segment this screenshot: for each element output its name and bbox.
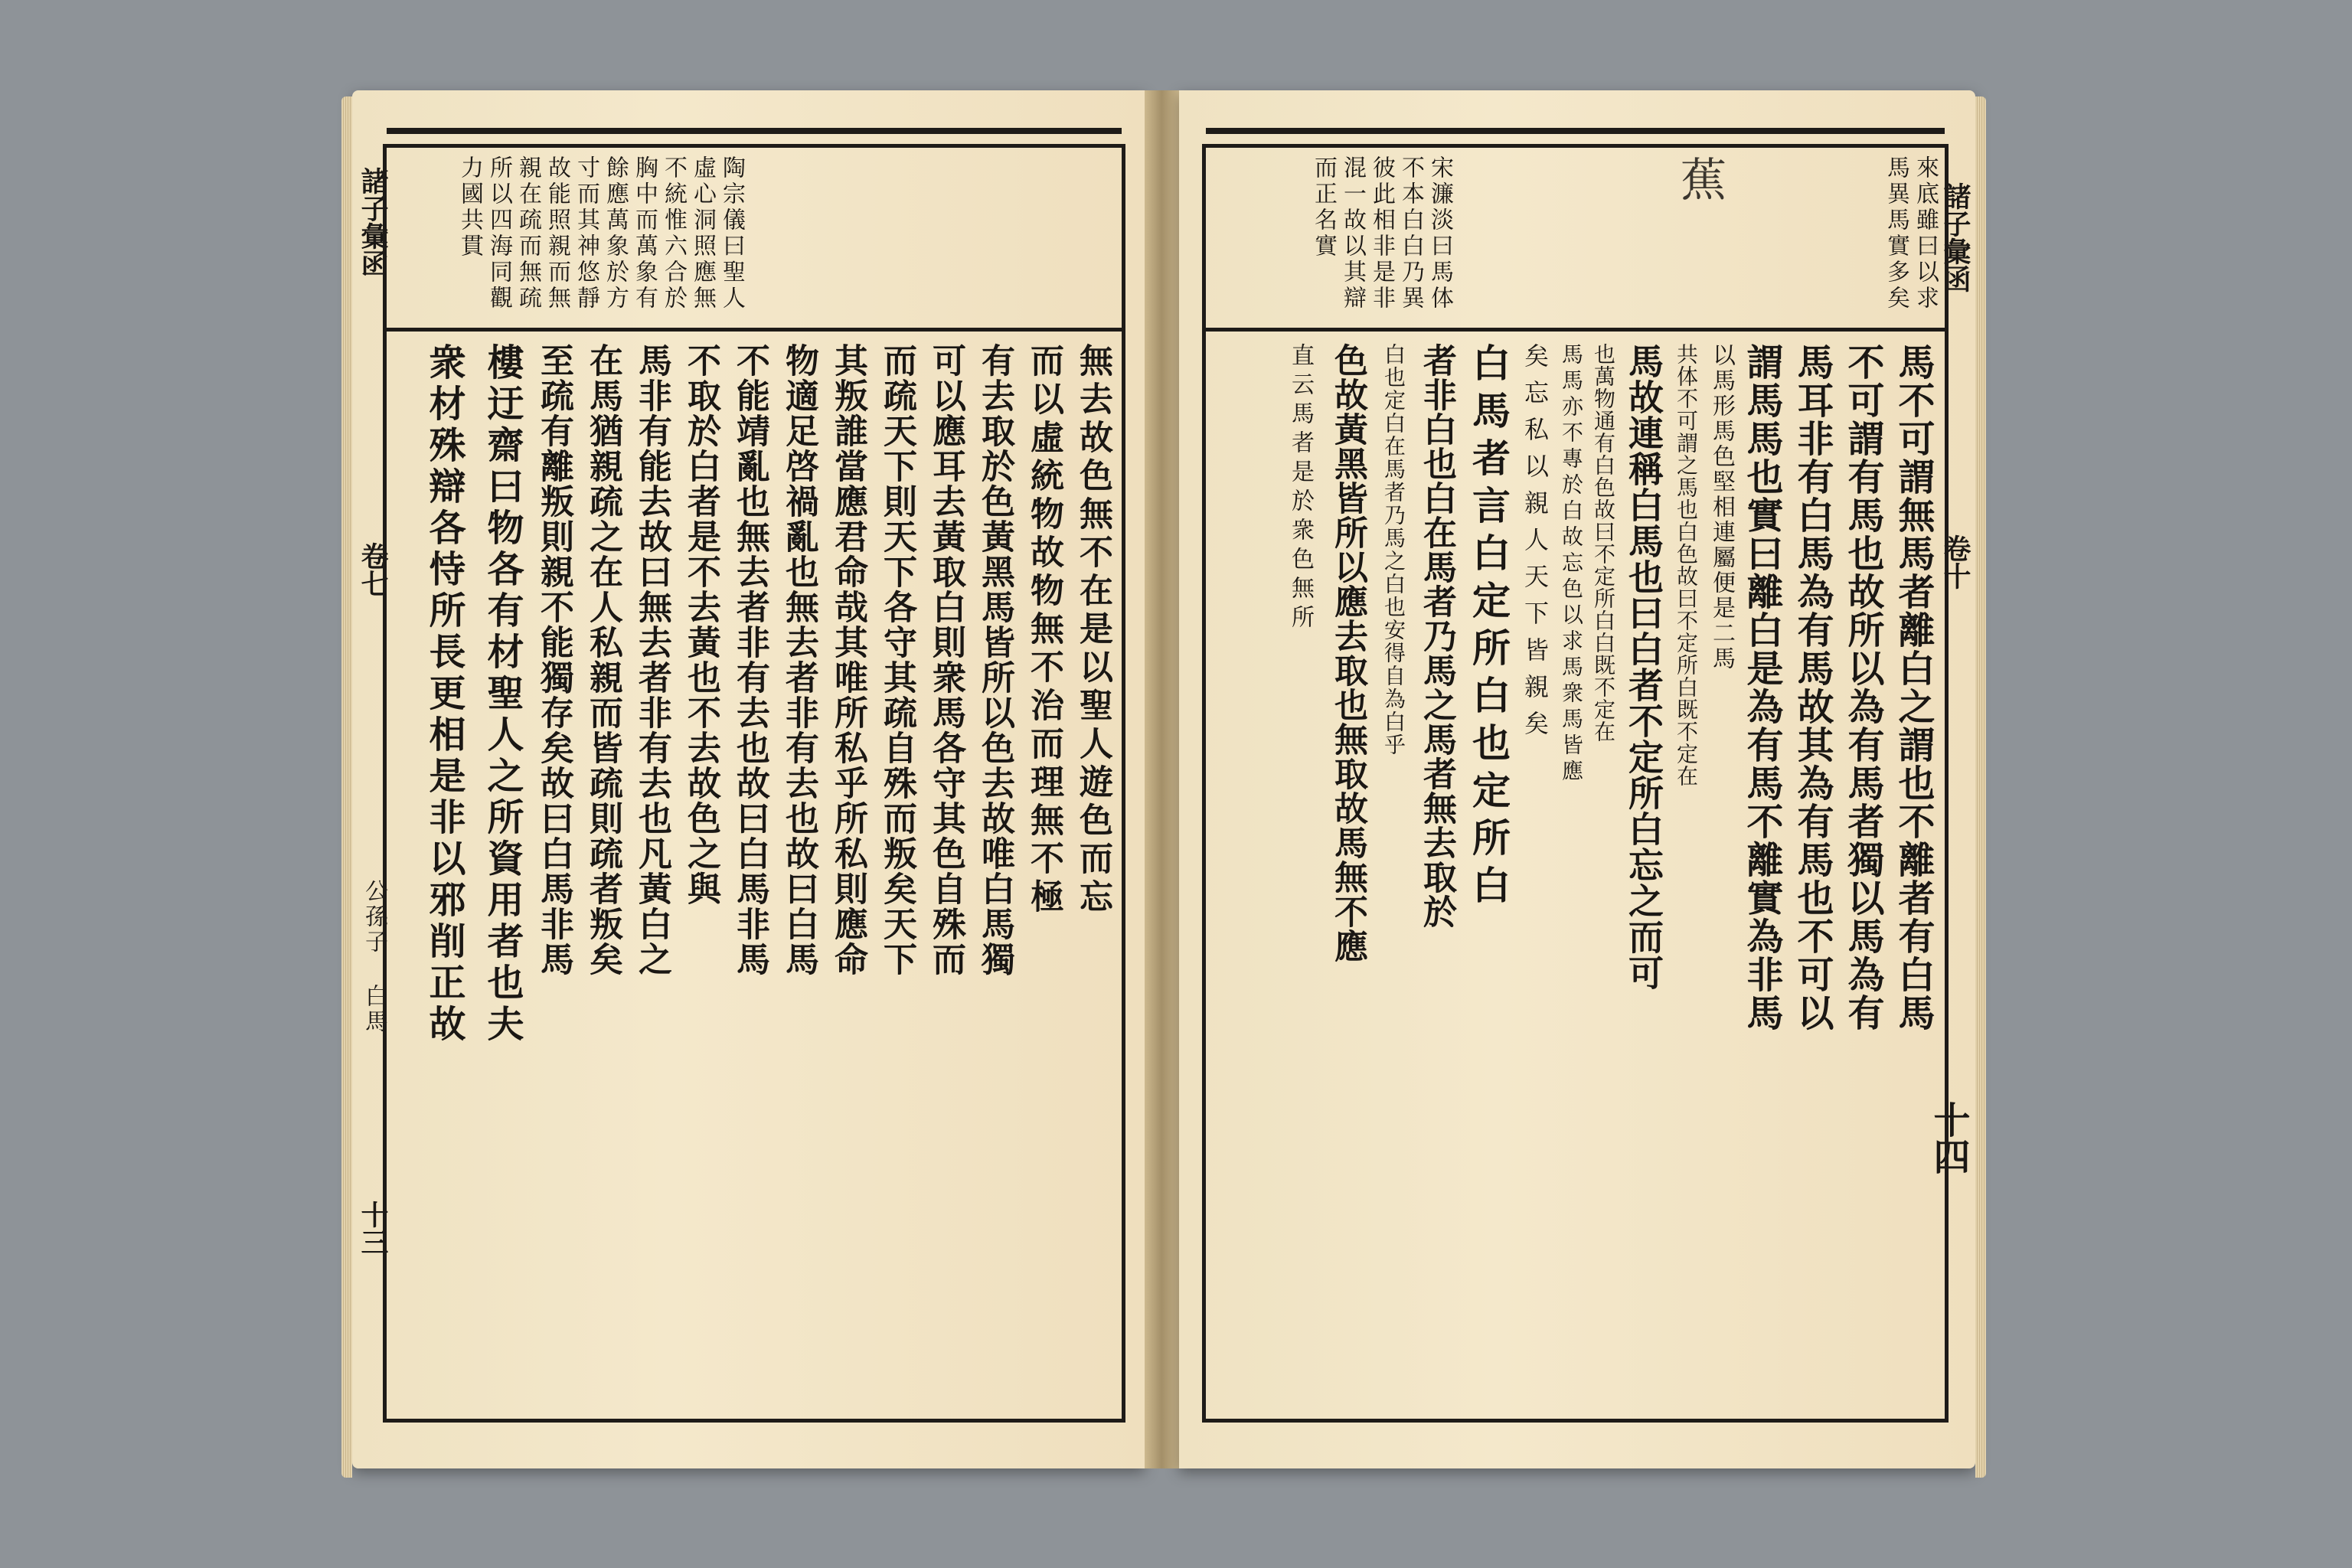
right-text-col-14: 色故黃黑皆所以應去取也無取故馬無不應 bbox=[1328, 343, 1367, 963]
right-text-col-10: 矣忘私以親人天下皆親矣 bbox=[1521, 343, 1550, 747]
left-text-col-1: 無去故色無不在是以聖人遊色而忘 bbox=[1073, 343, 1112, 917]
left-header-note-2: 虛心洞照應無 bbox=[689, 155, 716, 312]
right-header-divider bbox=[1206, 328, 1945, 332]
left-text-col-9: 不取於白者是不去黃也不去故色之與 bbox=[681, 343, 720, 906]
left-text-col-5: 而疏天下則天下各守其疏自殊而叛矣天下 bbox=[877, 343, 916, 977]
left-text-col-14: 衆材殊辯各恃所長更相是非以邪削正故 bbox=[423, 343, 466, 1046]
open-book bbox=[337, 90, 1991, 1484]
left-page bbox=[352, 90, 1145, 1468]
left-header-note-3: 不統惟六合於 bbox=[660, 155, 687, 312]
left-header-divider bbox=[387, 328, 1122, 332]
right-text-col-15: 直云馬者是於衆色無所 bbox=[1287, 343, 1314, 634]
left-page-number: 十三 bbox=[357, 1200, 389, 1256]
right-text-col-13: 白也定白在馬者乃馬之白也安得自為白乎 bbox=[1381, 343, 1406, 756]
left-chapter-label: 公孫子 白馬 bbox=[361, 879, 387, 1034]
right-text-frame bbox=[1202, 144, 1949, 1423]
left-header-note-4: 胸中而萬象有 bbox=[631, 155, 658, 312]
left-text-col-3: 有去取於色黃黑馬皆所以色去故唯白馬獨 bbox=[975, 343, 1014, 977]
left-page-edge bbox=[341, 96, 352, 1478]
right-header-note-2: 馬異馬實多矣 bbox=[1883, 155, 1909, 312]
left-header-note-7: 故能照親而無 bbox=[544, 155, 570, 312]
right-text-col-12: 者非白也白在馬者乃馬之馬者無去取於 bbox=[1417, 343, 1456, 929]
right-header-note-4: 不本白白乃異 bbox=[1397, 155, 1424, 312]
right-page bbox=[1179, 90, 1975, 1468]
left-volume-label: 卷七 bbox=[357, 542, 389, 597]
right-text-col-2: 不可謂有馬也故所以為有馬者獨以馬為有 bbox=[1841, 343, 1884, 1032]
left-text-col-10: 馬非有能去故曰無去者非有去也凡黃白之 bbox=[632, 343, 671, 977]
right-page-edge bbox=[1975, 96, 1986, 1478]
right-stamp-mark: 蕉 bbox=[1673, 155, 1726, 204]
right-header-note-6: 混一故以其辯 bbox=[1339, 155, 1366, 312]
left-text-col-12: 至疏有離叛則親不能獨存矣故曰白馬非馬 bbox=[534, 343, 573, 977]
right-text-col-4: 謂馬馬也實曰離白是為有馬不離實為非馬 bbox=[1740, 343, 1783, 1032]
left-top-rule bbox=[387, 128, 1122, 134]
left-text-col-7: 物適足啓禍亂也無去者非有去也故曰白馬 bbox=[779, 343, 818, 977]
left-text-col-13: 樓迂齋曰物各有材聖人之所資用者也夫 bbox=[481, 343, 524, 1046]
right-text-col-11: 白馬者言白定所白也定所白 bbox=[1466, 343, 1511, 913]
right-text-col-7: 馬故連稱白馬也曰白者不定所白忘之而可 bbox=[1623, 343, 1664, 991]
left-header-note-6: 寸而其神悠靜 bbox=[573, 155, 599, 312]
left-text-col-2: 而以虛統物故物無不治而理無不極 bbox=[1024, 343, 1063, 917]
left-header-note-10: 力國共貫 bbox=[456, 155, 483, 260]
right-margin-title: 諸子彙函 bbox=[1939, 182, 1971, 292]
right-page-number: 十四 bbox=[1927, 1101, 1970, 1174]
left-header-note-8: 親在疏而無疏 bbox=[514, 155, 541, 312]
right-header-note-5: 彼此相非是非 bbox=[1368, 155, 1395, 312]
left-text-frame bbox=[383, 144, 1125, 1423]
left-text-col-8: 不能靖亂也無去者非有去也故曰白馬非馬 bbox=[730, 343, 769, 977]
right-text-col-3: 馬耳非有白馬為有馬故其為有馬也不可以 bbox=[1791, 343, 1834, 1032]
right-top-rule bbox=[1206, 128, 1945, 134]
right-text-col-6: 共体不可謂之馬也白色故曰不定所白既不定在 bbox=[1674, 343, 1699, 787]
right-text-col-1: 馬不可謂無馬者離白之謂也不離者有白馬 bbox=[1892, 343, 1935, 1032]
right-header-note-7: 而正名實 bbox=[1310, 155, 1337, 260]
left-text-col-11: 在馬猶親疏之在人私親而皆疏則疏者叛矣 bbox=[583, 343, 622, 977]
book-gutter bbox=[1145, 90, 1179, 1468]
left-text-col-4: 可以應耳去黃取白則衆馬各守其色自殊而 bbox=[926, 343, 965, 977]
left-text-col-6: 其叛誰當應君命哉其唯所私乎所私則應命 bbox=[828, 343, 867, 977]
right-text-col-8: 也萬物通有白色故曰不定所白白既不定在 bbox=[1591, 343, 1616, 743]
right-text-col-9: 馬馬亦不專於白故忘色以求馬衆馬皆應 bbox=[1559, 343, 1584, 786]
left-header-note-1: 陶宗儀曰聖人 bbox=[718, 155, 745, 312]
right-text-col-5: 以馬形馬色堅相連屬便是二馬 bbox=[1708, 343, 1735, 671]
right-volume-label: 卷十 bbox=[1939, 534, 1971, 590]
left-header-note-9: 所以四海同觀 bbox=[485, 155, 512, 312]
right-header-note-1: 來底雖曰以求 bbox=[1912, 155, 1939, 312]
left-margin-title: 諸子彙函 bbox=[357, 167, 389, 277]
right-header-note-3: 宋濂淡曰馬体 bbox=[1426, 155, 1453, 312]
left-header-note-5: 餘應萬象於方 bbox=[602, 155, 629, 312]
